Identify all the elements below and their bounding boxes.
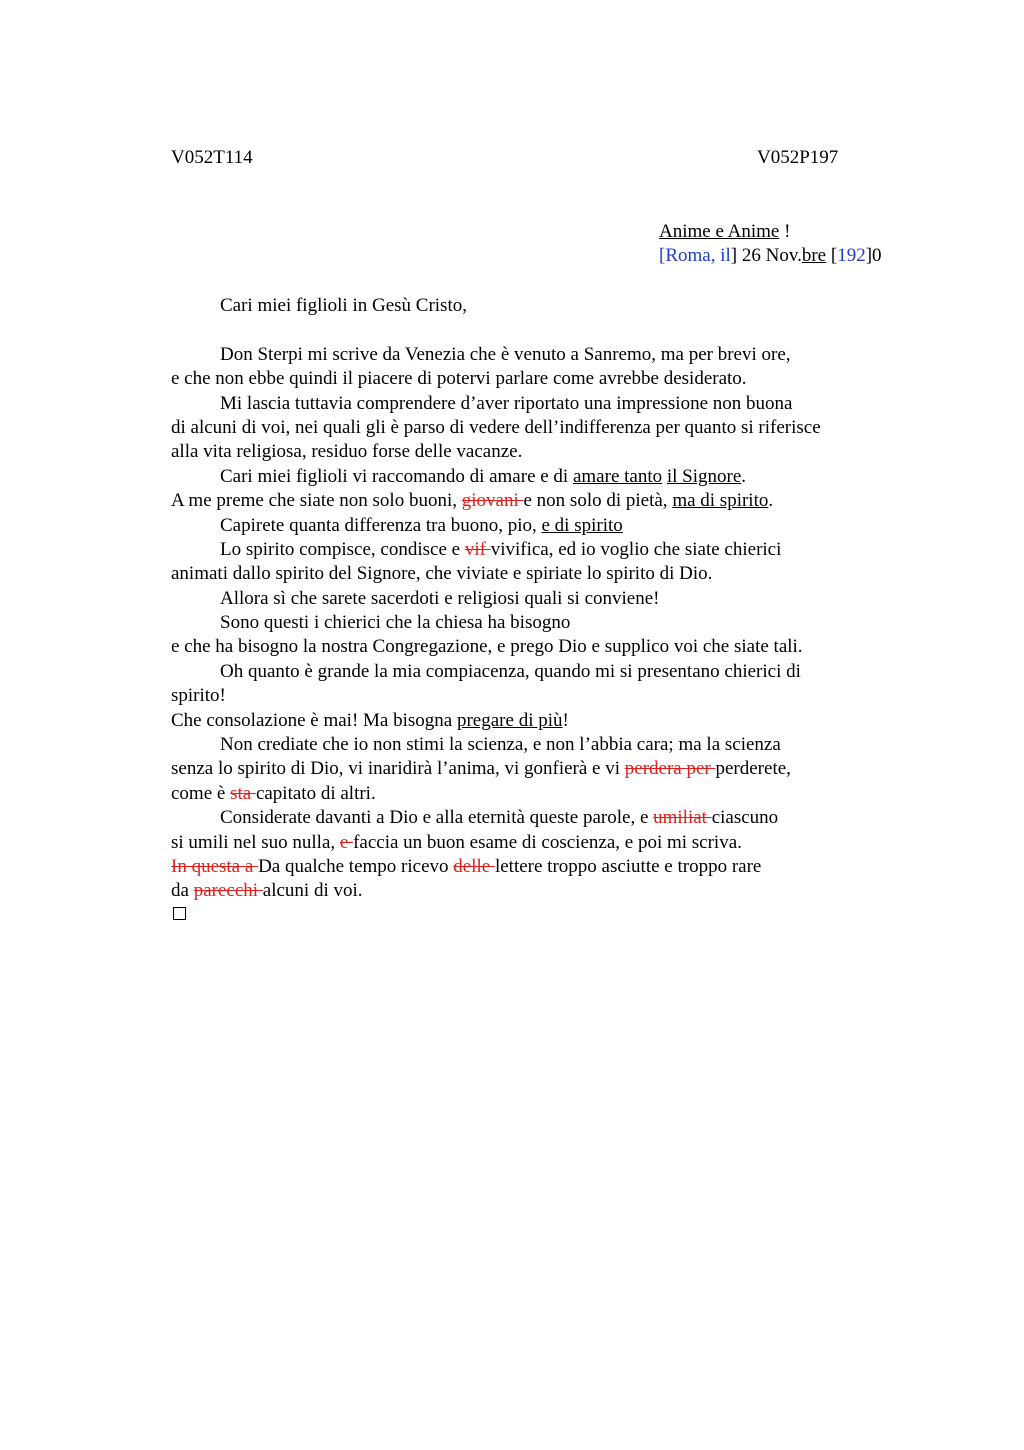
deleted-text: In questa a — [171, 855, 259, 877]
text-line — [171, 709, 931, 733]
deleted-text: e — [339, 831, 354, 853]
text-span: Considerate davanti a Dio e alla eternità queste parole, e — [220, 807, 654, 829]
text-line — [171, 489, 931, 513]
title-block — [659, 220, 882, 269]
text-span: vivifica, ed io voglio che siate chierici — [490, 538, 782, 560]
month-suffix: bre — [801, 245, 827, 267]
deleted-text: delle — [453, 855, 495, 877]
text-line — [171, 806, 931, 830]
text-line: di alcuni di voi, nei quali gli è parso di vedere dell’indifferenza per quanto si riferisce — [171, 416, 821, 438]
end-marker-checkbox — [173, 907, 186, 920]
letter-date — [659, 244, 882, 268]
underlined-text: e di spirito — [541, 514, 623, 536]
text-span: ! — [562, 709, 569, 731]
underlined-text: amare tanto — [572, 465, 663, 487]
text-line — [171, 538, 931, 562]
deleted-text: giovani — [461, 490, 524, 512]
deleted-text: perdera per — [624, 758, 716, 780]
place-text: Roma, il — [665, 245, 731, 267]
text-line: alla vita religiosa, residuo forse delle vacanze. — [171, 441, 523, 463]
text-span: da — [171, 880, 194, 902]
text-span: senza lo spirito di Dio, vi inaridirà l’anima, vi gonfierà e vi — [171, 758, 625, 780]
text-line: Non crediate che io non stimi la scienza, e non l’abbia cara; ma la scienza — [220, 734, 781, 756]
deleted-text: parecchi — [193, 880, 263, 902]
text-line — [171, 855, 931, 879]
text-line — [171, 757, 931, 781]
underlined-text: ma di spirito — [672, 490, 769, 512]
text-span: capitato di altri. — [255, 782, 376, 804]
text-span: si umili nel suo nulla, — [171, 831, 340, 853]
text-line — [171, 831, 931, 855]
title-exclam: ! — [779, 221, 791, 242]
text-span: alcuni di voi. — [262, 880, 363, 902]
text-span: Cari miei figlioli vi raccomando di amare e di — [220, 465, 573, 487]
text-span: perderete, — [715, 758, 791, 780]
text-span: come è — [171, 782, 231, 804]
text-span: lettere troppo asciutte e troppo rare — [494, 855, 762, 877]
text-span: A me preme che siate non solo buoni, — [171, 490, 462, 512]
text-line: Allora sì che sarete sacerdoti e religiosi quali si conviene! — [220, 587, 660, 609]
text-line: Oh quanto è grande la mia compiacenza, quando mi si presentano chierici di — [220, 660, 801, 682]
text-line — [171, 879, 931, 903]
text-span: Lo spirito compisce, condisce e — [220, 538, 465, 560]
text-line: Mi lascia tuttavia comprendere d’aver riportato una impressione non buona — [220, 392, 793, 414]
text-line — [171, 465, 931, 489]
text-line: e che non ebbe quindi il piacere di potervi parlare come avrebbe desiderato. — [171, 368, 747, 390]
paragraph-gap — [171, 318, 931, 342]
text-line — [171, 782, 931, 806]
text-span: Che consolazione è mai! Ma bisogna — [171, 709, 457, 731]
text-line: Sono questi i chierici che la chiesa ha bisogno — [220, 612, 571, 634]
text-line: Don Sterpi mi scrive da Venezia che è venuto a Sanremo, ma per brevi ore, — [220, 343, 791, 365]
greeting: Cari miei figlioli in Gesù Cristo, — [220, 295, 467, 316]
text-span: ciascuno — [711, 807, 779, 829]
text-span: e non solo di pietà, — [523, 490, 673, 512]
text-line — [171, 514, 931, 538]
title-text: Anime e Anime — [659, 221, 780, 242]
text-span: Da qualche tempo ricevo — [258, 855, 454, 877]
deleted-text: sta — [230, 782, 256, 804]
text-line: spirito! — [171, 685, 226, 707]
text-line: animati dallo spirito del Signore, che viviate e spiriate lo spirito di Dio. — [171, 563, 713, 585]
document-code-right: V052P197 — [757, 147, 839, 168]
year-end: ]0 — [865, 245, 882, 267]
text-span: . — [741, 465, 747, 487]
underlined-text: il Signore — [666, 465, 742, 487]
letter-title — [659, 220, 882, 244]
text-span: . — [768, 490, 774, 512]
date-text: ] 26 Nov. — [730, 245, 802, 267]
text-line: e che ha bisogno la nostra Congregazione, e prego Dio e supplico voi che siate tali. — [171, 636, 803, 658]
deleted-text: umiliat — [653, 807, 712, 829]
text-span: Capirete quanta differenza tra buono, pio, — [220, 514, 542, 536]
document-code-left: V052T114 — [171, 147, 253, 168]
year-part: 192 — [837, 245, 866, 267]
bracket-open: [ — [659, 245, 666, 267]
year-bracket-open: [ — [826, 245, 838, 267]
deleted-text: vif — [464, 538, 491, 560]
letter-body — [171, 294, 931, 904]
underlined-text: pregare di più — [456, 709, 563, 731]
text-span: faccia un buon esame di coscienza, e poi mi scriva. — [353, 831, 742, 853]
